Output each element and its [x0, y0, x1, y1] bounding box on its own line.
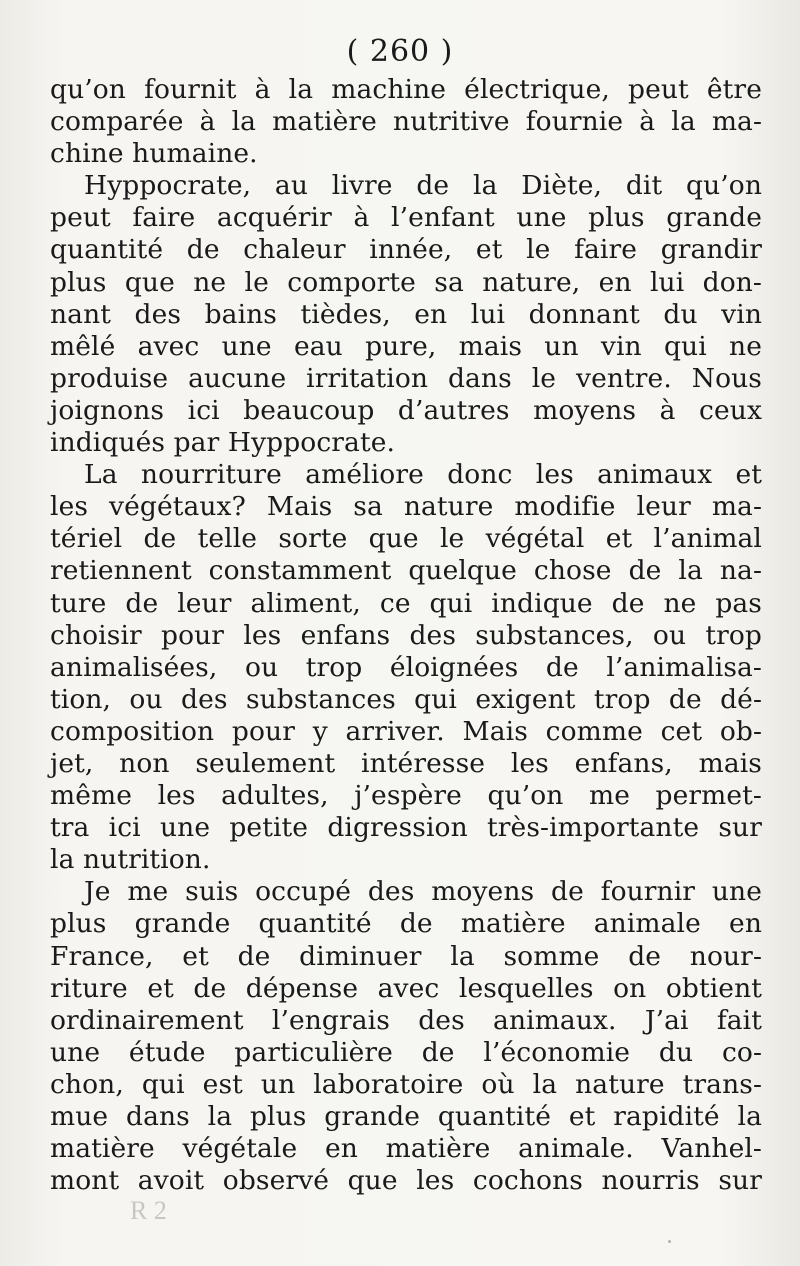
- text-line: quantité de chaleur innée, et le faire grandir: [50, 234, 762, 266]
- text-line: une étude particulière de l’économie du co-: [50, 1036, 762, 1068]
- body-text: [50, 74, 762, 1197]
- text-line: comparée à la matière nutritive fournie à la ma-: [50, 106, 762, 138]
- text-line: composition pour y arriver. Mais comme cet ob-: [50, 715, 762, 747]
- text-line: plus que ne le comporte sa nature, en lui don-: [50, 266, 762, 298]
- text-line: retiennent constamment quelque chose de la na-: [50, 555, 762, 587]
- text-line: mêlé avec une eau pure, mais un vin qui ne: [50, 330, 762, 362]
- text-line: qu’on fournit à la machine électrique, peut être: [50, 74, 762, 105]
- text-line: ture de leur aliment, ce qui indique de ne pas: [50, 587, 762, 619]
- text-line: tra ici une petite digression très-importante sur: [50, 812, 762, 844]
- paper-speck: [668, 1240, 671, 1243]
- text-line: indiqués par Hyppocrate.: [50, 427, 395, 459]
- paragraph-start-line: Je me suis occupé des moyens de fournir une: [84, 876, 762, 908]
- text-line: peut faire acquérir à l’enfant une plus grande: [50, 202, 762, 234]
- text-line: chon, qui est un laboratoire où la nature trans-: [50, 1068, 762, 1100]
- text-line: tériel de telle sorte que le végétal et l’animal: [50, 523, 762, 555]
- text-line: mont avoit observé que les cochons nourris sur: [50, 1165, 762, 1197]
- text-line: riture et de dépense avec lesquelles on obtient: [50, 972, 762, 1004]
- text-line: même les adultes, j’espère qu’on me permet-: [50, 780, 762, 812]
- signature-mark: R 2: [130, 1196, 167, 1225]
- paragraph-start-line: La nourriture améliore donc les animaux et: [84, 459, 762, 491]
- text-line: les végétaux? Mais sa nature modifie leur ma-: [50, 491, 762, 523]
- text-line: nant des bains tièdes, en lui donnant du vin: [50, 298, 762, 330]
- text-line: matière végétale en matière animale. Vanhel-: [50, 1133, 762, 1165]
- text-line: produise aucune irritation dans le ventre. Nous: [50, 362, 762, 394]
- paragraph-start-line: Hyppocrate, au livre de la Diète, dit qu’on: [84, 170, 762, 202]
- text-line: plus grande quantité de matière animale en: [50, 908, 762, 940]
- text-line: la nutrition.: [50, 844, 211, 876]
- text-line: ordinairement l’engrais des animaux. J’ai fait: [50, 1004, 762, 1036]
- text-line: mue dans la plus grande quantité et rapidité la: [50, 1101, 762, 1132]
- text-line: choisir pour les enfans des substances, ou trop: [50, 619, 762, 651]
- page-number: ( 260 ): [346, 34, 454, 69]
- text-line: tion, ou des substances qui exigent trop de dé-: [50, 683, 762, 715]
- text-line: chine humaine.: [50, 138, 258, 170]
- text-line: jet, non seulement intéresse les enfans, mais: [50, 747, 762, 779]
- text-line: animalisées, ou trop éloignées de l’animalisa-: [50, 651, 762, 683]
- text-line: joignons ici beaucoup d’autres moyens à ceux: [50, 394, 762, 426]
- text-line: France, et de diminuer la somme de nour-: [50, 940, 762, 972]
